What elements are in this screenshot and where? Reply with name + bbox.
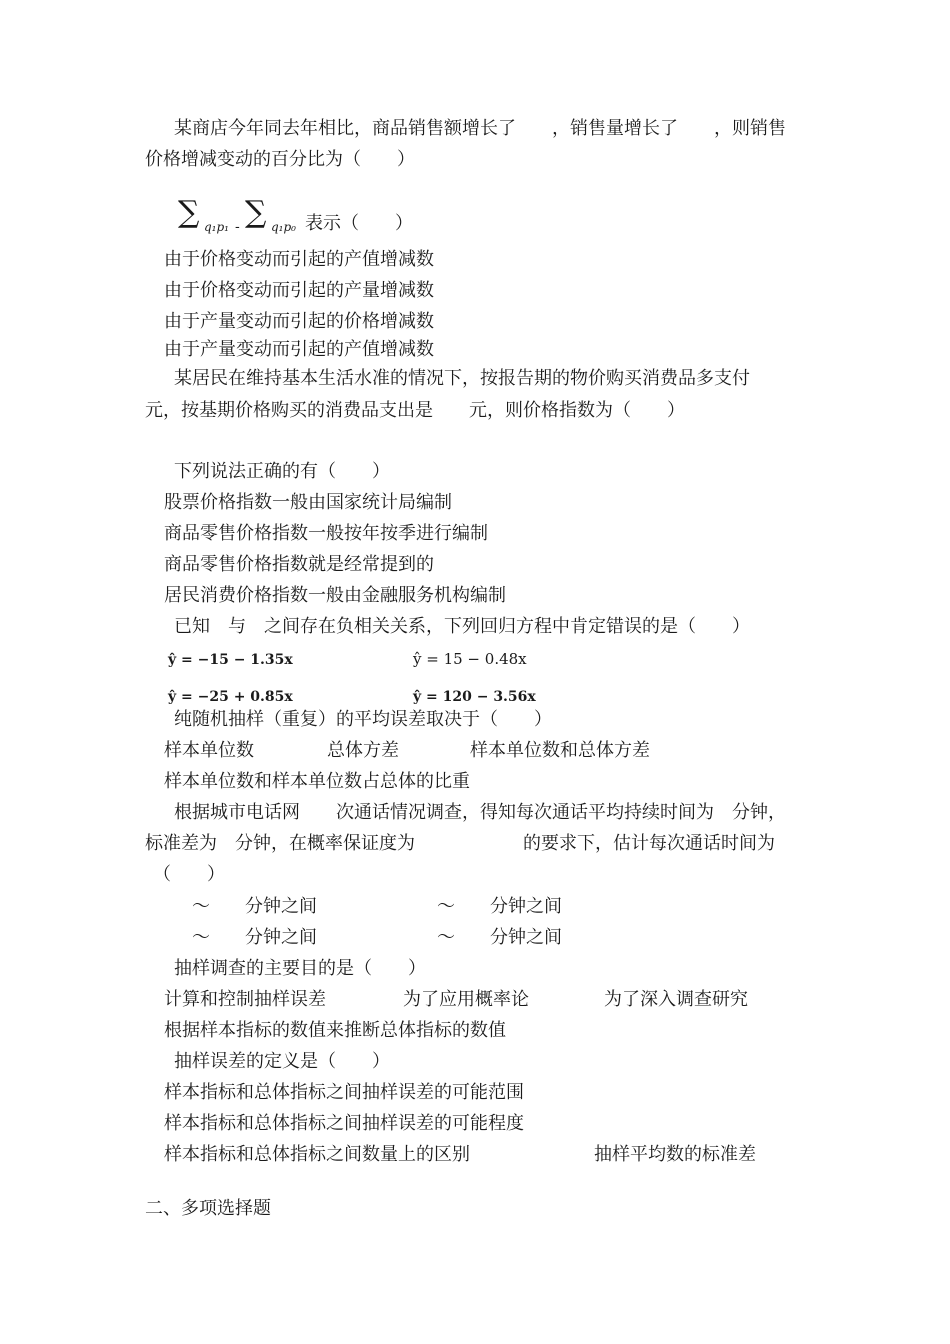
q4-option-3: 商品零售价格指数就是经常提到的 (164, 554, 434, 575)
q3-line-1: 某居民在维持基本生活水准的情况下，按报告期的物价购买消费品多支付 (174, 368, 750, 389)
q9-option-b: 样本指标和总体指标之间抽样误差的可能程度 (164, 1113, 524, 1134)
q4-stem: 下列说法正确的有（ ） (174, 461, 390, 482)
q9-option-c: 样本指标和总体指标之间数量上的区别 (164, 1144, 470, 1165)
q7-option-b-tilde: ～ (437, 896, 455, 917)
q3-line-2: 元，按基期价格购买的消费品支出是 元，则价格指数为（ ） (145, 400, 685, 421)
q4-option-4: 居民消费价格指数一般由金融服务机构编制 (164, 585, 506, 606)
q2-option-2: 由于价格变动而引起的产量增减数 (164, 280, 434, 301)
q6-stem: 纯随机抽样（重复）的平均误差取决于（ ） (174, 709, 552, 730)
q2-option-3: 由于产量变动而引起的价格增减数 (164, 311, 434, 332)
sigma-symbol-2: ∑ (245, 195, 267, 230)
q2-option-4: 由于产量变动而引起的产值增减数 (164, 339, 434, 360)
q7-option-c-text: 分钟之间 (245, 927, 317, 948)
q9-option-a: 样本指标和总体指标之间抽样误差的可能范围 (164, 1082, 524, 1103)
q5-stem: 已知 与 之间存在负相关关系，下列回归方程中肯定错误的是（ ） (174, 616, 750, 637)
q7-option-a-text: 分钟之间 (245, 896, 317, 917)
q9-option-d: 抽样平均数的标准差 (594, 1144, 756, 1165)
q9-stem: 抽样误差的定义是（ ） (174, 1051, 390, 1072)
formula-subscript-2: q₁p₀ (271, 220, 296, 234)
sigma-symbol-1: ∑ (178, 195, 200, 230)
formula-subscript-1: q₁p₁ (204, 220, 229, 234)
q7-option-d-text: 分钟之间 (490, 927, 562, 948)
section-2-heading: 二、多项选择题 (145, 1198, 271, 1219)
q7-option-b-text: 分钟之间 (490, 896, 562, 917)
q4-option-1: 股票价格指数一般由国家统计局编制 (164, 492, 452, 513)
q7-line-2: 标准差为 分钟，在概率保证度为 的要求下，估计每次通话时间为 (145, 833, 775, 854)
q7-line-1: 根据城市电话网 次通话情况调查，得知每次通话平均持续时间为 分钟， (174, 802, 786, 823)
q5-equation-d: ŷ = 120 − 3.56x (413, 689, 536, 705)
q5-equation-b: ŷ = 15 − 0.48x (413, 650, 527, 668)
q1-line-1: 某商店今年同去年相比，商品销售额增长了 ，销售量增长了 ，则销售 (174, 118, 786, 139)
q6-option-d: 样本单位数和样本单位数占总体的比重 (164, 771, 470, 792)
q2-option-1: 由于价格变动而引起的产值增减数 (164, 249, 434, 270)
q8-option-d: 根据样本指标的数值来推断总体指标的数值 (164, 1020, 506, 1041)
formula-minus: - (235, 219, 240, 235)
q6-option-c: 样本单位数和总体方差 (470, 740, 650, 761)
q7-option-c-tilde: ～ (192, 927, 210, 948)
q7-option-a-tilde: ～ (192, 896, 210, 917)
q2-stem: 表示（ ） (305, 213, 413, 234)
q7-line-3: （ ） (153, 864, 225, 885)
q5-equation-a: ŷ = −15 − 1.35x (168, 652, 293, 668)
q5-equation-c: ŷ = −25 + 0.85x (168, 689, 293, 705)
q8-stem: 抽样调查的主要目的是（ ） (174, 958, 426, 979)
q8-option-a: 计算和控制抽样误差 (164, 989, 326, 1010)
q8-option-b: 为了应用概率论 (403, 989, 529, 1010)
q1-line-2: 价格增减变动的百分比为（ ） (145, 149, 415, 170)
q6-option-a: 样本单位数 (164, 740, 254, 761)
q4-option-2: 商品零售价格指数一般按年按季进行编制 (164, 523, 488, 544)
q6-option-b: 总体方差 (327, 740, 399, 761)
q8-option-c: 为了深入调查研究 (604, 989, 748, 1010)
q7-option-d-tilde: ～ (437, 927, 455, 948)
